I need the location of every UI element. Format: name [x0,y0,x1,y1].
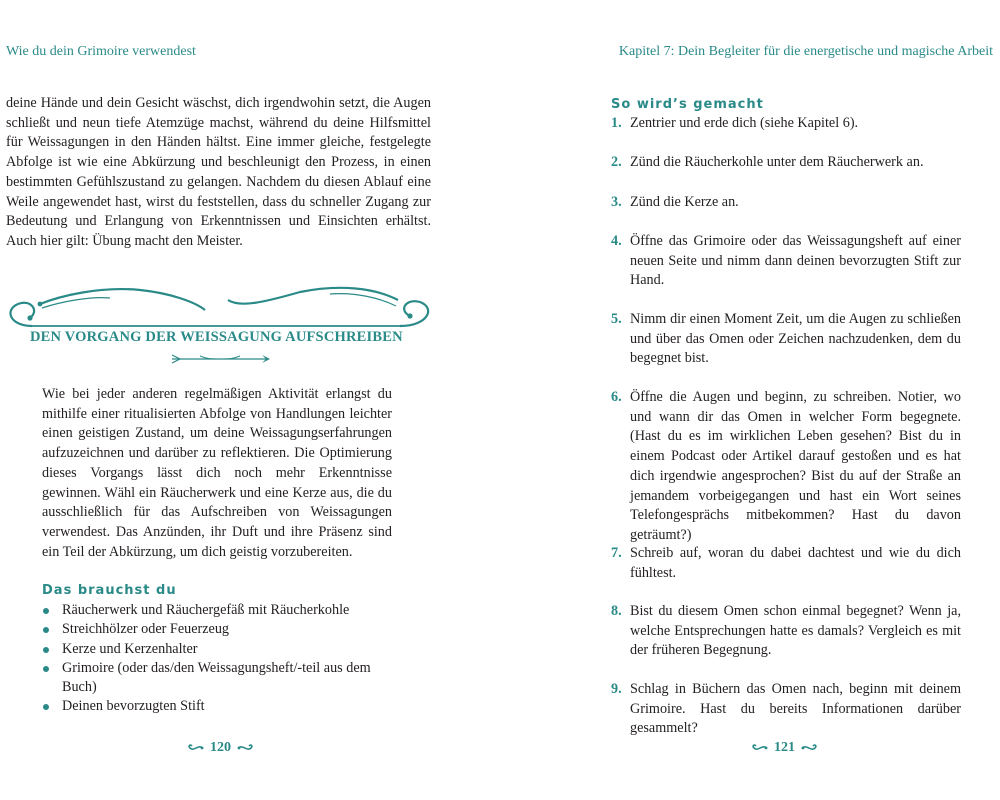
list-item: Grimoire (oder das/den Weissagungsheft/-teil aus dem Buch) [42,659,402,698]
list-item: Deinen bevorzugten Stift [42,697,402,716]
list-item [611,680,961,739]
step-number: 2. [611,154,622,170]
subheading-materials: Das brauchst du [42,583,177,598]
folio-ornament-icon [237,743,255,753]
list-item [611,310,961,369]
list-item [611,388,961,546]
list-item [611,602,961,661]
step-text: Schreib auf, woran du dabei dachtest und wie du dich fühltest. [630,545,961,581]
step-number: 8. [611,603,622,619]
list-item [611,544,961,583]
step-number: 7. [611,545,622,561]
page-number-right: 121 [750,740,819,756]
step-text: Öffne das Grimoire oder das Weissagungsheft auf einer neuen Seite und nimm dann deinen bevorzugten Stift zur Hand. [630,233,961,289]
running-head-left: Wie du dein Grimoire verwendest [6,44,196,59]
list-item: Streichhölzer oder Feuerzeug [42,620,402,639]
step-number: 1. [611,115,622,131]
subheading-steps: So wird’s gemacht [611,97,764,112]
materials-list [42,601,402,717]
step-number: 6. [611,389,622,405]
bullet-icon [43,666,49,672]
step-text: Zünd die Räucherkohle unter dem Räucherwerk an. [630,154,924,170]
list-item [611,114,961,134]
step-number: 4. [611,233,622,249]
list-item: Kerze und Kerzenhalter [42,640,402,659]
step-text: Nimm dir einen Moment Zeit, um die Augen zu schließen und über das Omen oder Zeichen nachzudenken, dem du begegnet bist. [630,311,961,367]
step-number: 5. [611,311,622,327]
step-text: Bist du diesem Omen schon einmal begegnet? Wenn ja, welche Entsprechungen hatte es damals? Vergleich es mit der früheren Begegnung. [630,603,961,659]
running-head-right: Kapitel 7: Dein Begleiter für die energetische und magische Arbeit [618,44,993,59]
step-text: Schlag in Büchern das Omen nach, beginn mit deinem Grimoire. Hast du bereits Informationen darüber gesammelt? [630,681,961,737]
step-text: Zentrier und erde dich (siehe Kapitel 6). [630,115,859,131]
step-number: 3. [611,194,622,210]
bullet-icon [43,647,49,653]
paragraph-ritual-sequence: deine Hände und dein Gesicht wäschst, dich irgendwohin setzt, die Augen schließt und neun tiefe Atemzüge machst, während du deine Hilfsmittel für Weissagungen in den Händen hältst. Eine immer gleiche, festgelegte Abfolge ist wie eine Abkürzung und beschleunigt den Prozess, in einen bestimmten Gefühlszustand zu gelangen. Nachdem du diesen Ablauf eine Weile angewendet hast, wirst du feststellen, dass du schneller Zugang zur Bedeutung und Erlangung von Erkenntnissen und Einsichten erhältst. Auch hier gilt: Übung macht den Meister. [6,95,431,249]
page-number-left: 120 [186,740,255,756]
step-number: 9. [611,681,622,697]
folio-ornament-icon [801,743,819,753]
list-item [611,153,961,173]
step-text: Öffne die Augen und beginn, zu schreiben. Notier, wo und wann dir das Omen in welcher Form begegnete. (Hast du es im wirklichen Leben gesehen? Bist du in einem Podcast oder Artikel darauf gestoßen und es hat dich irgendwie angesprochen? Bist du auf der Straße an jemandem vorbeigegangen und hast ein Wort seines Telefongesprächs mitbekommen? Hast du davon geträumt?) [630,389,961,543]
folio-ornament-icon [186,743,204,753]
bullet-icon [43,704,49,710]
folio-ornament-icon [750,743,768,753]
paragraph-section-intro: Wie bei jeder anderen regelmäßigen Aktivität erlangst du mithilfe einer ritualisierten Abfolge von Handlungen leichter einen geistigen Zustand, um deine Weissagungserfahrungen aufzuzeichnen und darüber zu reflektieren. Die Optimierung dieses Vorgangs lässt dich noch mehr Erkenntnisse gewinnen. Wähl ein Räucherwerk und eine Kerze aus, die du ausschließlich für das Aufschreiben von Weissagungen verwendest. Das Anzünden, ihr Duft und ihre Präsenz sind ein Teil der Abkürzung, um dich geistig vorzubereiten. [42,386,392,560]
section-ornament [0,280,440,370]
section-heading: DEN VORGANG DER WEISSAGUNG AUFSCHREIBEN [30,329,403,345]
list-item: Räucherwerk und Räuchergefäß mit Räucherkohle [42,601,402,620]
list-item [611,232,961,291]
step-text: Zünd die Kerze an. [630,194,739,210]
bullet-icon [43,627,49,633]
right-page [500,0,1000,800]
bullet-icon [43,608,49,614]
list-item [611,193,961,213]
